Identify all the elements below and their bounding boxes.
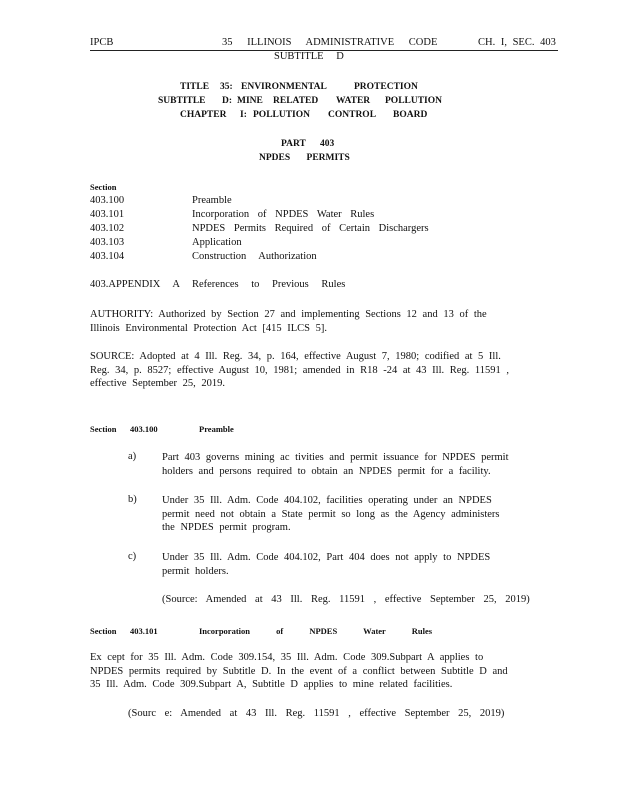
item-line: holders and persons required to obtain an NPDES permit for a facility. [162, 465, 491, 477]
chapter-number: I: [240, 110, 247, 120]
source-line: effective September 25, 2019. [90, 378, 226, 389]
toc-row[interactable] [90, 237, 242, 248]
body-line: NPDES permits required by Subtitle D. In the event of a conflict between Subtitle D and [90, 665, 508, 677]
section-title: Incorporation of NPDES Water Rules [199, 626, 433, 636]
item-line: the NPDES permit program. [162, 522, 291, 533]
authority-note [90, 308, 530, 335]
subtitle-label: SUBTITLE [158, 96, 206, 106]
toc-section-title: NPDES Permits Required of Certain Dischargers [192, 223, 429, 234]
toc-section-title: Construction Authorization [192, 251, 317, 262]
toc-section-number: 403.102 [90, 223, 125, 234]
item-line: Under 35 Ill. Adm. Code 404.102, facilities operating under an NPDES [162, 495, 492, 506]
header-center: 35 ILLINOIS ADMINISTRATIVE CODE [222, 37, 438, 48]
subtitle-word-1: MINE [237, 96, 263, 106]
title-number: 35: [220, 82, 233, 92]
chapter-word-2: CONTROL [328, 110, 377, 120]
authority-line: AUTHORITY: Authorized by Section 27 and implementing Sections 12 and 13 of the [90, 309, 487, 320]
toc-heading: Section [90, 182, 117, 192]
item-text [162, 551, 522, 578]
source-amendment-note: (Sourc e: Amended at 43 Ill. Reg. 11591 , effective September 25, 2019) [128, 708, 505, 719]
toc-section-number: 403.104 [90, 251, 125, 262]
section-body [90, 651, 530, 692]
body-line: 35 Ill. Adm. Code 309.Subpart A, Subtitle D applies to mine related facilities. [90, 679, 453, 690]
header-subtitle: SUBTITLE D [274, 51, 344, 62]
part-title: NPDES PERMITS [259, 153, 350, 163]
source-amendment-note: (Source: Amended at 43 Ill. Reg. 11591 , effective September 25, 2019) [162, 594, 530, 605]
item-line: Under 35 Ill. Adm. Code 404.102, Part 404 does not apply to NPDES [162, 552, 491, 563]
section-number: 403.101 [130, 626, 158, 636]
header-left: IPCB [90, 37, 114, 48]
source-line: SOURCE: Adopted at 4 Ill. Reg. 34, p. 164, effective August 7, 1980; codified at 5 Ill. [90, 351, 501, 362]
toc-section-number: 403.100 [90, 195, 125, 206]
item-letter: b) [128, 494, 137, 505]
toc-section-number: 403.103 [90, 237, 125, 248]
item-line: Part 403 governs mining ac tivities and permit issuance for NPDES permit [162, 452, 509, 463]
title-word-2: PROTECTION [354, 82, 418, 92]
section-label: Section [90, 626, 117, 636]
item-line: permit need not obtain a State permit so long as the Agency administers [162, 508, 500, 520]
section-title: Preamble [199, 424, 234, 434]
item-letter: a) [128, 451, 137, 462]
body-line: Ex cept for 35 Ill. Adm. Code 309.154, 35 Ill. Adm. Code 309.Subpart A applies to [90, 652, 484, 663]
toc-section-title: Preamble [192, 195, 232, 206]
toc-row[interactable] [90, 251, 317, 262]
subtitle-word-3: WATER [336, 96, 371, 106]
subtitle-word-4: POLLUTION [385, 96, 443, 106]
chapter-label: CHAPTER [180, 110, 227, 120]
toc-row[interactable] [90, 223, 429, 234]
toc-row[interactable] [90, 195, 232, 206]
header-right: CH. I, SEC. 403 [478, 37, 556, 48]
toc-section-title: Incorporation of NPDES Water Rules [192, 209, 375, 220]
item-line: permit holders. [162, 565, 229, 577]
source-note [90, 350, 530, 391]
part-number: PART 403 [281, 139, 335, 149]
toc-section-title: Application [192, 237, 242, 248]
item-text [162, 451, 522, 478]
chapter-word-1: POLLUTION [253, 110, 311, 120]
title-word-1: ENVIRONMENTAL [241, 82, 327, 92]
item-text [162, 494, 522, 535]
authority-line: Illinois Environmental Protection Act [415 ILCS 5]. [90, 322, 328, 334]
item-letter: c) [128, 551, 137, 562]
toc-section-number: 403.101 [90, 209, 125, 220]
toc-row[interactable] [90, 209, 375, 220]
title-label: TITLE [180, 82, 210, 92]
source-line: Reg. 34, p. 8527; effective August 10, 1981; amended in R18 -24 at 43 Ill. Reg. 11591 , [90, 364, 510, 376]
section-number: 403.100 [130, 424, 158, 434]
subtitle-letter: D: [222, 96, 233, 106]
section-label: Section [90, 424, 117, 434]
toc-appendix[interactable]: 403.APPENDIX A References to Previous Rules [90, 279, 346, 290]
chapter-word-3: BOARD [393, 110, 428, 120]
subtitle-word-2: RELATED [273, 96, 319, 106]
